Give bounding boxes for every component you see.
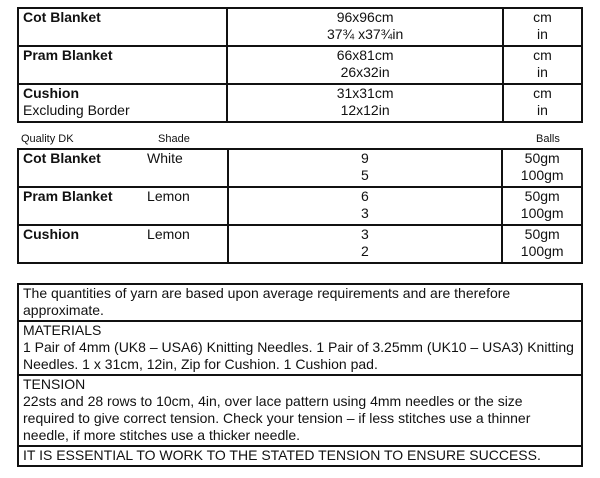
notes-row-essential — [18, 446, 582, 466]
materials-text: 1 Pair of 4mm (UK8 – USA6) Knitting Needles. 1 Pair of 3.25mm (UK10 – USA3) Knitting Needles. 1 x 31cm, 12in, Zip for Cushion. 1 Cushion pad. — [23, 339, 574, 372]
yarn-balls-100gm: 2 — [361, 243, 369, 259]
size-row-cot-blanket — [18, 8, 582, 46]
tension-section — [18, 375, 582, 446]
yarn-ball-weights — [502, 225, 582, 263]
size-name-sub: Excluding Border — [23, 102, 130, 118]
yarn-item-name: Pram Blanket — [18, 187, 143, 225]
yarn-balls-50gm: 3 — [361, 226, 369, 242]
yarn-balls-50gm: 9 — [361, 150, 369, 166]
yarn-ball-weights — [502, 149, 582, 187]
materials-section — [18, 321, 582, 375]
size-dimensions — [227, 84, 503, 122]
notes-table — [17, 283, 583, 467]
yarn-balls-50gm: 6 — [361, 188, 369, 204]
yarn-table — [17, 148, 583, 264]
size-units — [503, 84, 582, 122]
quantities-note: The quantities of yarn are based upon average requirements and are therefore approximate. — [18, 284, 582, 321]
size-dimension-cm: 96x96cm — [336, 9, 394, 25]
size-name — [18, 46, 227, 84]
size-dimensions — [227, 8, 503, 46]
quality-label: Quality DK — [21, 133, 74, 145]
size-dimension-in: 26x32in — [340, 64, 390, 80]
yarn-item-name: Cushion — [18, 225, 143, 263]
yarn-weight-100gm: 100gm — [520, 205, 564, 221]
tension-title: TENSION — [23, 376, 86, 392]
yarn-shade: White — [143, 149, 227, 187]
size-unit-in: in — [536, 64, 548, 80]
notes-row-materials — [18, 321, 582, 375]
yarn-weight-100gm: 100gm — [520, 243, 564, 259]
yarn-row-pram-blanket — [18, 187, 582, 225]
yarn-balls-100gm: 5 — [361, 167, 369, 183]
size-unit-in: in — [536, 102, 548, 118]
size-row-cushion — [18, 84, 582, 122]
yarn-ball-counts — [228, 149, 503, 187]
yarn-ball-counts — [228, 225, 503, 263]
tension-text: 22sts and 28 rows to 10cm, 4in, over lace pattern using 4mm needles or the size required to give correct tension. Check your tension – if less stitches use a thinner needle, if more stitches use a thicker needle. — [23, 393, 531, 443]
yarn-shade: Lemon — [143, 187, 227, 225]
size-name — [18, 8, 227, 46]
yarn-row-cushion — [18, 225, 582, 263]
shade-label: Shade — [158, 133, 190, 145]
yarn-item-name: Cot Blanket — [18, 149, 143, 187]
size-name-label: Cushion — [23, 85, 79, 101]
size-name-label: Pram Blanket — [23, 47, 113, 63]
yarn-weight-50gm: 50gm — [524, 226, 560, 242]
yarn-weight-50gm: 50gm — [524, 150, 560, 166]
size-units — [503, 8, 582, 46]
size-unit-cm: cm — [533, 9, 552, 25]
sizes-table — [17, 7, 583, 123]
size-dimensions — [227, 46, 503, 84]
essential-note: IT IS ESSENTIAL TO WORK TO THE STATED TENSION TO ENSURE SUCCESS. — [18, 446, 582, 466]
size-units — [503, 46, 582, 84]
yarn-shade: Lemon — [143, 225, 227, 263]
size-name-label: Cot Blanket — [23, 9, 101, 25]
yarn-weight-50gm: 50gm — [524, 188, 560, 204]
size-dimension-in: 37¾ x37¾in — [326, 26, 404, 42]
size-unit-cm: cm — [533, 47, 552, 63]
yarn-ball-counts — [228, 187, 503, 225]
yarn-table-header — [17, 132, 583, 146]
notes-row-quantities — [18, 284, 582, 321]
yarn-row-cot-blanket — [18, 149, 582, 187]
materials-title: MATERIALS — [23, 322, 102, 338]
size-unit-in: in — [536, 26, 548, 42]
yarn-ball-weights — [502, 187, 582, 225]
size-name — [18, 84, 227, 122]
size-dimension-in: 12x12in — [340, 102, 390, 118]
notes-row-tension — [18, 375, 582, 446]
size-row-pram-blanket — [18, 46, 582, 84]
yarn-balls-100gm: 3 — [361, 205, 369, 221]
size-dimension-cm: 31x31cm — [336, 85, 394, 101]
balls-label: Balls — [536, 133, 560, 145]
size-unit-cm: cm — [533, 85, 552, 101]
size-dimension-cm: 66x81cm — [336, 47, 394, 63]
yarn-weight-100gm: 100gm — [520, 167, 564, 183]
